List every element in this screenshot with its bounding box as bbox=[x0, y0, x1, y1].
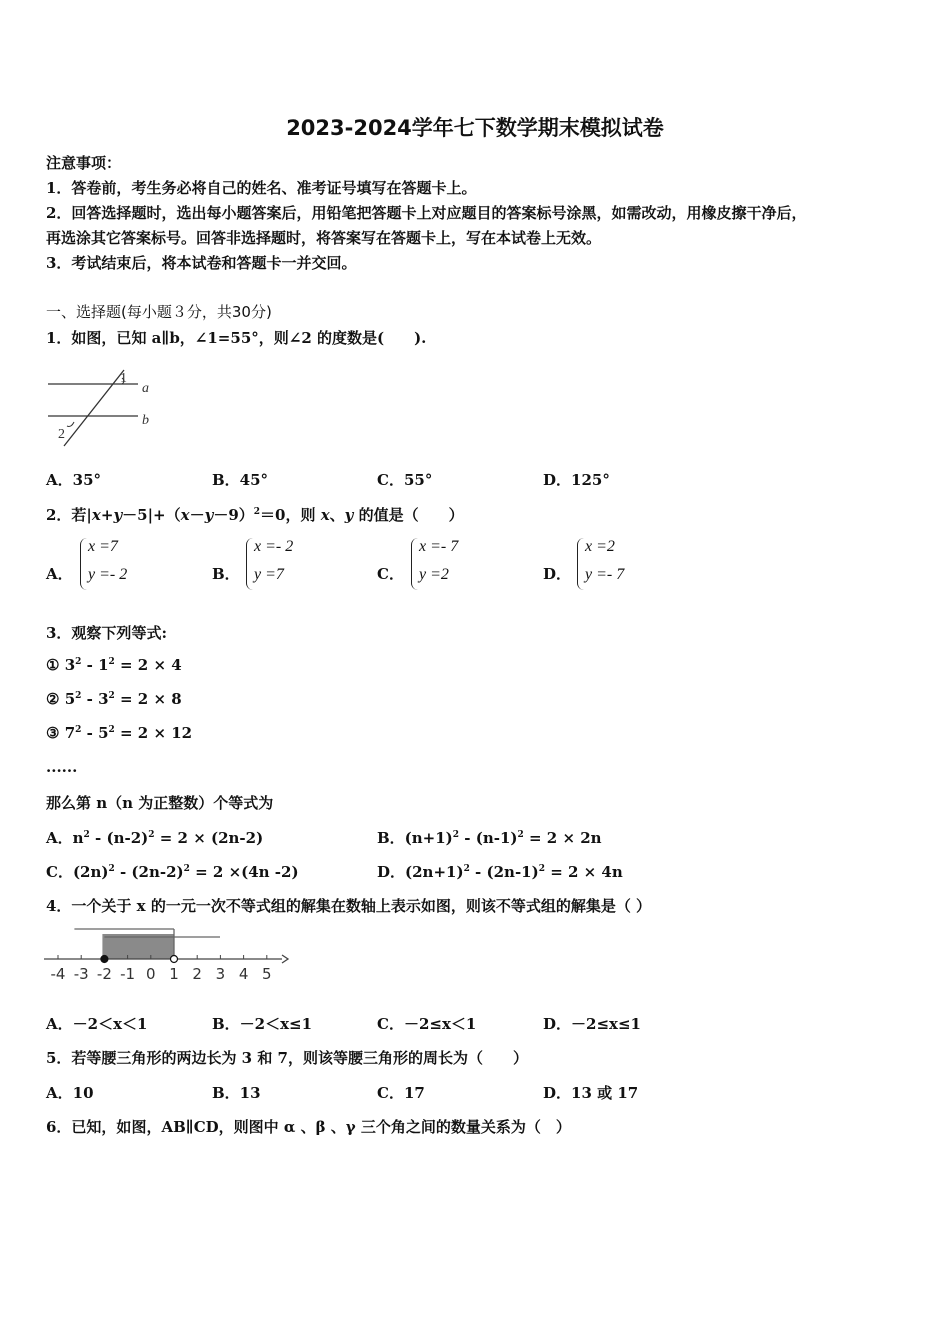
q2-sys-a-1: x =7 bbox=[88, 538, 118, 555]
q2-option-d[interactable]: D． bbox=[543, 565, 572, 583]
q4-option-d[interactable]: D．－2≤x≤1 bbox=[543, 1015, 641, 1033]
q2-brace-a bbox=[80, 538, 87, 590]
q4-stem: 4．一个关于 x 的一元一次不等式组的解集在数轴上表示如图，则该不等式组的解集是（ ） bbox=[46, 897, 652, 915]
q2-option-c[interactable]: C． bbox=[377, 565, 404, 583]
q1-option-d[interactable]: D．125° bbox=[543, 471, 610, 489]
q2-sys-c-2: y =2 bbox=[419, 566, 449, 583]
transversal bbox=[64, 370, 124, 446]
q3-eq-1: ① $3^2 - 1^2 = 2 \times 4$ bbox=[46, 656, 182, 674]
q3-dots: ...... bbox=[46, 758, 78, 776]
q2-sys-b-1: x =- 2 bbox=[254, 538, 294, 555]
label-1: 1 bbox=[120, 371, 127, 386]
q2-sys-a-2: y =- 2 bbox=[88, 566, 128, 583]
tick-label: 1 bbox=[169, 965, 179, 983]
section-heading: 一、选择题(每小题３分，共30分) bbox=[46, 303, 272, 321]
q5-option-a[interactable]: A．10 bbox=[46, 1084, 94, 1102]
q2-option-a[interactable]: A． bbox=[46, 565, 73, 583]
q3-eq-2: ② $5^2 - 3^2 = 2 \times 8$ bbox=[46, 690, 182, 708]
q4-number-line bbox=[44, 922, 294, 984]
q2-brace-b bbox=[246, 538, 253, 590]
q4-option-a[interactable]: A．－2＜x＜1 bbox=[46, 1015, 148, 1033]
q1-stem: 1．如图，已知 a∥b，∠1=55°，则∠2 的度数是( ). bbox=[46, 329, 427, 347]
q2-brace-d bbox=[577, 538, 584, 590]
page-title: 2023-2024学年七下数学期末模拟试卷 bbox=[286, 116, 664, 140]
q5-option-d[interactable]: D．13 或 17 bbox=[543, 1084, 639, 1102]
label-a: a bbox=[142, 381, 149, 396]
axis-arrow bbox=[282, 955, 288, 963]
tick-label: -2 bbox=[96, 965, 112, 983]
q1-option-a[interactable]: A．35° bbox=[46, 471, 102, 489]
q5-option-c[interactable]: C．17 bbox=[377, 1084, 425, 1102]
notice-item-2-cont: 再选涂其它答案标号。回答非选择题时，将答案写在答题卡上，写在本试卷上无效。 bbox=[46, 229, 602, 247]
q3-option-d[interactable]: D．$(2n+1)^2 - (2n-1)^2 = 2 \times 4n$ bbox=[377, 863, 623, 881]
q3-eq-3: ③ $7^2 - 5^2 = 2 \times 12$ bbox=[46, 724, 193, 742]
q4-option-c[interactable]: C．－2≤x＜1 bbox=[377, 1015, 477, 1033]
notice-heading: 注意事项： bbox=[46, 154, 122, 172]
q2-option-b[interactable]: B． bbox=[212, 565, 240, 583]
notice-item-1: 1．答卷前，考生务必将自己的姓名、准考证号填写在答题卡上。 bbox=[46, 179, 477, 197]
lower-endpoint bbox=[101, 956, 108, 963]
q2-sys-b-2: y =7 bbox=[254, 566, 284, 583]
q5-stem: 5．若等腰三角形的两边长为 3 和 7，则该等腰三角形的周长为（ ） bbox=[46, 1049, 528, 1067]
q3-option-a[interactable]: A．$n^2 - (n-2)^2 = 2 \times (2n-2)$ bbox=[46, 829, 264, 847]
q3-option-c[interactable]: C．$(2n)^2 - (2n-2)^2 = 2 \times(4n$ -2) bbox=[46, 863, 299, 881]
angle-2-arc bbox=[67, 422, 74, 427]
q1-option-c[interactable]: C．55° bbox=[377, 471, 433, 489]
tick-label: 3 bbox=[215, 965, 226, 983]
q5-option-b[interactable]: B．13 bbox=[212, 1084, 261, 1102]
q6-stem: 6．已知，如图，AB∥CD，则图中 α 、β 、γ 三个角之间的数量关系为（ ） bbox=[46, 1118, 571, 1136]
q2-sys-c-1: x =- 7 bbox=[419, 538, 459, 555]
label-b: b bbox=[142, 413, 149, 428]
upper-endpoint bbox=[171, 956, 178, 963]
q4-option-b[interactable]: B．－2＜x≤1 bbox=[212, 1015, 313, 1033]
notice-item-3: 3．考试结束后，将本试卷和答题卡一并交回。 bbox=[46, 254, 357, 272]
tick-label: 2 bbox=[192, 965, 202, 983]
tick-label: 0 bbox=[146, 965, 156, 983]
q3-option-b[interactable]: B．$(n+1)^2 - (n-1)^2 = 2 \times 2n$ bbox=[377, 829, 602, 847]
q2-brace-c bbox=[411, 538, 418, 590]
q1-figure bbox=[46, 362, 166, 452]
q2-stem: 2．若$|x+y-5|+(x-y-9)^2=0$，则 x、y 的值是（ ） bbox=[46, 506, 464, 524]
tick-label: -3 bbox=[73, 965, 89, 983]
solution-shade bbox=[102, 934, 174, 959]
tick-label: -1 bbox=[120, 965, 136, 983]
q1-option-b[interactable]: B．45° bbox=[212, 471, 269, 489]
tick-label: 5 bbox=[262, 965, 272, 983]
tick-label: 4 bbox=[238, 965, 249, 983]
q3-stem: 3．观察下列等式: bbox=[46, 624, 167, 642]
notice-item-2: 2．回答选择题时，选出每小题答案后，用铅笔把答题卡上对应题目的答案标号涂黑，如需改动，用橡皮擦干净后， bbox=[46, 204, 807, 222]
tick-label: -4 bbox=[50, 965, 66, 983]
q3-ask: 那么第 n（n 为正整数）个等式为 bbox=[46, 794, 274, 812]
q2-sys-d-1: x =2 bbox=[585, 538, 615, 555]
q2-sys-d-2: y =- 7 bbox=[585, 566, 625, 583]
label-2: 2 bbox=[58, 427, 65, 442]
